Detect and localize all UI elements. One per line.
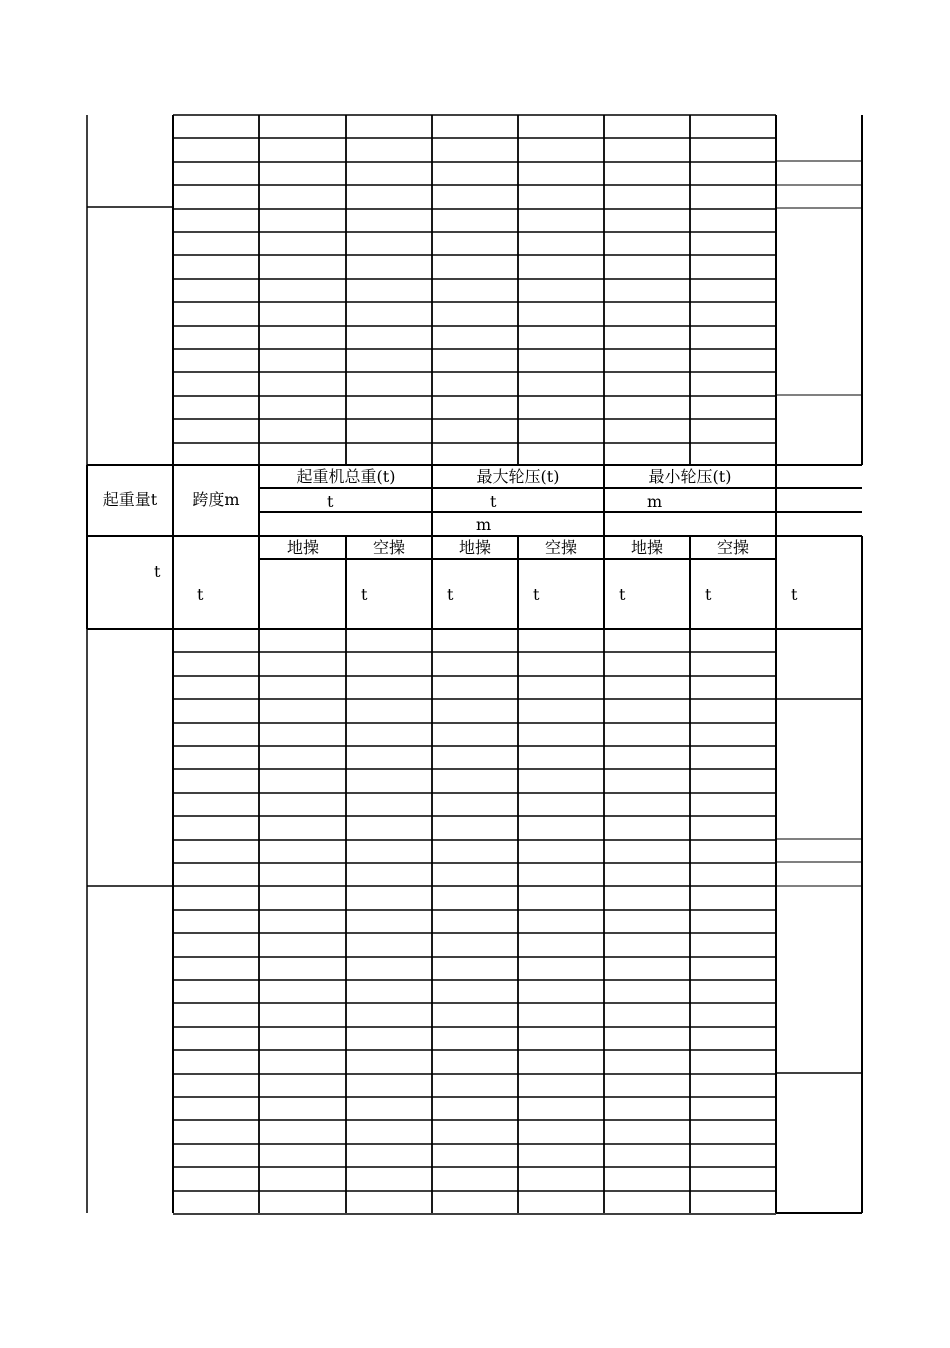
unit-label: t [361, 585, 368, 604]
unit-label: t [197, 585, 204, 604]
unit-label: t [447, 585, 454, 604]
unit-label: m [647, 492, 663, 511]
unit-label: t [705, 585, 712, 604]
total-weight-header: 起重机总重(t) [296, 467, 396, 486]
min-wheel-pressure-header: 最小轮压(t) [648, 467, 732, 486]
span-header: 跨度m [192, 490, 240, 509]
unit-label: t [327, 492, 334, 511]
ground-operation-header: 地操 [630, 538, 663, 557]
cab-operation-header: 空操 [544, 538, 577, 557]
unit-label: m [476, 515, 492, 534]
max-wheel-pressure-header: 最大轮压(t) [476, 467, 560, 486]
ground-operation-header: 地操 [286, 538, 319, 557]
unit-label: t [490, 492, 497, 511]
ground-operation-header: 地操 [458, 538, 491, 557]
cab-operation-header: 空操 [716, 538, 749, 557]
unit-label: t [154, 562, 161, 581]
unit-label: t [619, 585, 626, 604]
capacity-header: 起重量t [102, 490, 158, 509]
cab-operation-header: 空操 [372, 538, 405, 557]
unit-label: t [791, 585, 798, 604]
unit-label: t [533, 585, 540, 604]
